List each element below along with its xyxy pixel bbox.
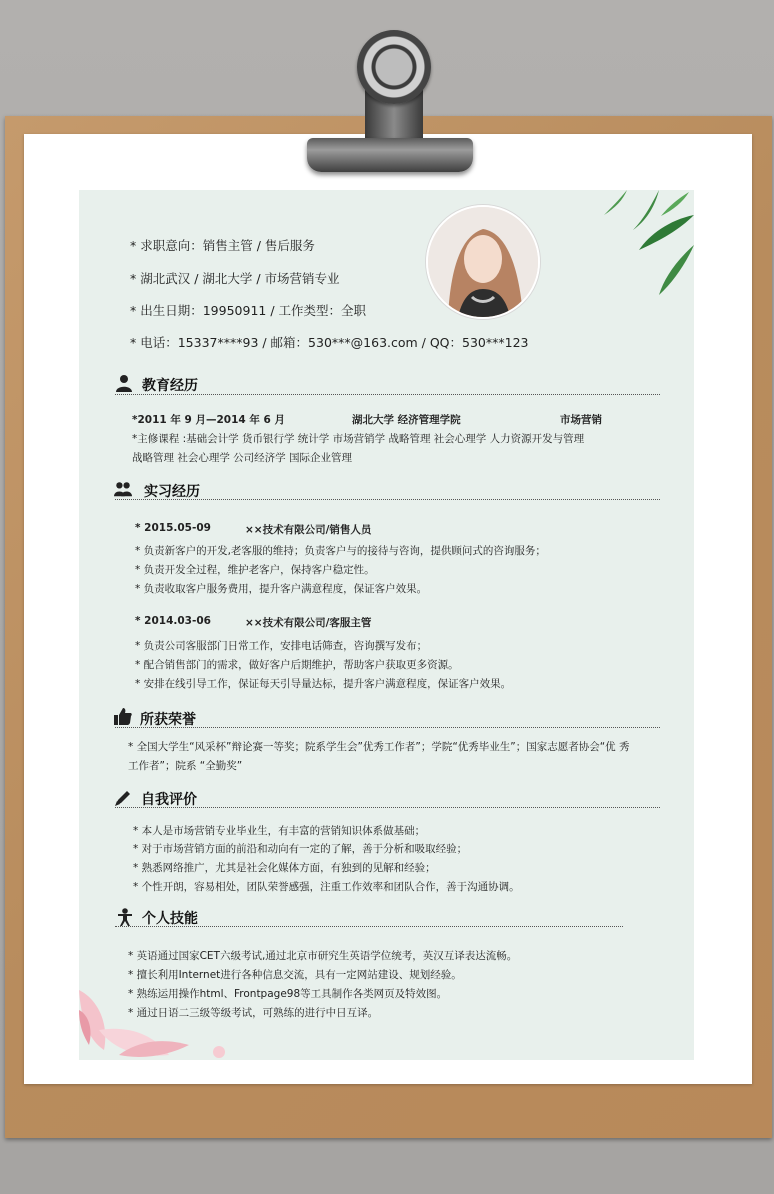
list-item: * 擅长利用Internet进行各种信息交流，具有一定网站建设、规划经验。 [128,969,462,981]
internship-title: 实习经历 [144,484,200,500]
education-period: *2011 年 9 月—2014 年 6 月 [132,414,285,426]
divider [115,499,660,500]
divider [115,727,660,728]
thumbs-up-icon [114,707,132,725]
divider [115,807,660,808]
list-item: * 个性开朗，容易相处，团队荣誉感强，注重工作效率和团队合作，善于沟通协调。 [133,881,520,893]
list-item: * 熟悉网络推广，尤其是社会化媒体方面，有独到的见解和经验； [133,862,436,874]
skills-title: 个人技能 [142,911,198,927]
group-icon [114,480,132,498]
self-eval-title: 自我评价 [141,792,197,808]
list-item: * 本人是市场营销专业毕业生，有丰富的营销知识体系做基础； [133,825,426,837]
pen-icon [114,789,132,807]
education-title: 教育经历 [142,378,198,394]
list-item: * 安排在线引导工作，保证每天引导量达标，提升客户满意程度，保证客户效果。 [135,678,512,690]
education-courses-2: 战略管理 社会心理学 公司经济学 国际企业管理 [132,452,353,464]
avatar [426,205,540,319]
awards-line-1: * 全国大学生“风采杯”辩论赛一等奖；院系学生会”优秀工作者”；学院“优秀毕业生”；国家志愿者协会“优 秀 [128,741,630,753]
list-item: * 负责公司客服部门日常工作，安排电话筛查，咨询撰写发布； [135,640,428,652]
list-item: * 英语通过国家CET六级考试,通过北京市研究生英语学位统考，英汉互译表达流畅。 [128,950,518,962]
avatar-portrait [428,207,538,317]
list-item: * 负责收取客户服务费用，提升客户满意程度，保证客户效果。 [135,583,428,595]
list-item: * 通过日语二三级等级考试，可熟练的进行中日互译。 [128,1007,379,1019]
divider [115,926,623,927]
job1-date: * 2015.05-09 [135,522,211,534]
list-item: * 熟练运用操作html、Frontpage98等工具制作各类网页及特效图。 [128,988,448,1000]
birth-worktype: * 出生日期：19950911 / 工作类型：全职 [130,303,367,318]
clip-base [307,138,473,172]
figure-icon [116,908,134,926]
job2-date: * 2014.03-06 [135,615,211,627]
person-icon [115,374,133,392]
list-item: * 对于市场营销方面的前沿和动向有一定的了解，善于分析和吸取经验； [133,843,468,855]
job1-company: ××技术有限公司/销售人员 [245,524,372,536]
list-item: * 配合销售部门的需求，做好客户后期维护，帮助客户获取更多资源。 [135,659,459,671]
list-item: * 负责新客户的开发,老客服的维持；负责客户与的接待与咨询，提供顾问式的咨询服务； [135,545,546,557]
awards-line-2: 工作者”；院系 “全勤奖” [128,760,243,772]
education-courses-1: *主修课程 :基础会计学 货币银行学 统计学 市场营销学 战略管理 社会心理学 人力资源开发与管理 [132,433,585,445]
education-school: 湖北大学 经济管理学院 [352,414,461,426]
job-intention: * 求职意向：销售主管 / 售后服务 [130,238,315,253]
awards-title: 所获荣誉 [140,712,196,728]
education-major: 市场营销 [560,414,602,426]
leaves-decoration [549,190,694,305]
job2-company: ××技术有限公司/客服主管 [245,617,372,629]
list-item: * 负责开发全过程，维护老客户，保持客户稳定性。 [135,564,375,576]
divider [115,394,660,395]
contact-info: * 电话：15337****93 / 邮箱：530***@163.com / QQ：530***123 [130,335,529,350]
location-school: * 湖北武汉 / 湖北大学 / 市场营销专业 [130,271,340,286]
clip-ring [357,30,431,104]
